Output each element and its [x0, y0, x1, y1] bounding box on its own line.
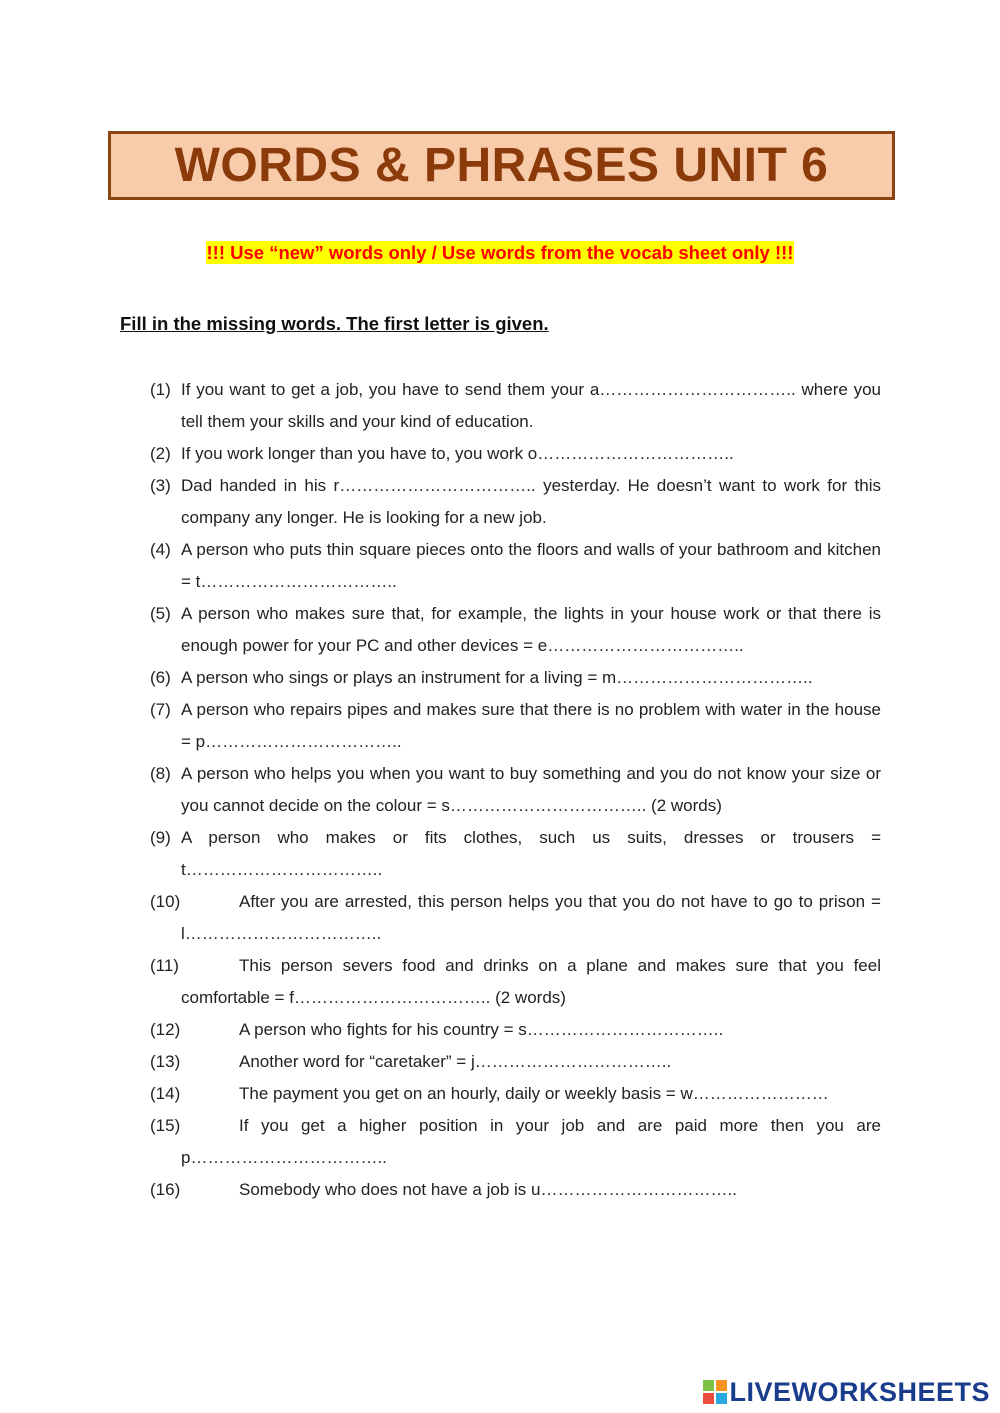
- question-text: Somebody who does not have a job is u……………………………..: [239, 1180, 737, 1199]
- question-item: [150, 886, 881, 950]
- question-number: (2): [150, 444, 171, 463]
- question-item: [150, 950, 881, 1014]
- warning-banner: [0, 242, 1000, 264]
- question-number: (5): [150, 604, 171, 623]
- question-text: The payment you get on an hourly, daily or weekly basis = w……………………: [239, 1084, 829, 1103]
- question-text: After you are arrested, this person helps you that you do not have to go to prison = l……………………………..: [181, 892, 881, 943]
- question-item: [150, 1046, 881, 1078]
- question-number: (15): [150, 1116, 181, 1135]
- question-text: A person who helps you when you want to buy something and you do not know your size or you cannot decide on the colour = s…………………………….. (2 words): [181, 764, 881, 815]
- logo-square-blue: [716, 1393, 727, 1404]
- logo-square-orange: [716, 1380, 727, 1391]
- question-number: (4): [150, 540, 171, 559]
- logo-text: LIVEWORKSHEETS: [729, 1376, 990, 1407]
- question-number: (6): [150, 668, 171, 687]
- logo-square-green: [703, 1380, 714, 1391]
- question-item: [150, 1110, 881, 1174]
- question-number: (13): [150, 1052, 181, 1071]
- question-text: A person who repairs pipes and makes sure that there is no problem with water in the house = p……………………………..: [181, 700, 881, 751]
- question-text: Another word for “caretaker” = j……………………………..: [239, 1052, 672, 1071]
- liveworksheets-logo-icon: [703, 1380, 727, 1404]
- question-text: If you get a higher position in your job and are paid more then you are p……………………………..: [181, 1116, 881, 1167]
- question-number: (12): [150, 1020, 181, 1039]
- question-text: If you work longer than you have to, you work o……………………………..: [181, 444, 734, 463]
- question-text: This person severs food and drinks on a plane and makes sure that you feel comfortable = f…………………………….. (2 words): [181, 956, 881, 1007]
- question-number: (10): [150, 892, 181, 911]
- question-item: [150, 534, 881, 598]
- question-text: Dad handed in his r…………………………….. yesterday. He doesn’t want to work for this company any longer. He is looking for a new job.: [181, 476, 881, 527]
- question-number: (7): [150, 700, 171, 719]
- question-text: A person who makes or fits clothes, such us suits, dresses or trousers = t……………………………..: [181, 828, 881, 879]
- question-item: [150, 470, 881, 534]
- logo-square-red: [703, 1393, 714, 1404]
- question-item: [150, 758, 881, 822]
- question-item: [150, 438, 881, 470]
- question-item: [150, 1174, 881, 1206]
- page-title: WORDS & PHRASES UNIT 6: [174, 139, 829, 192]
- question-text: If you want to get a job, you have to send them your a…………………………….. where you tell them your skills and your kind of education.: [181, 380, 881, 431]
- question-text: A person who fights for his country = s……………………………..: [239, 1020, 724, 1039]
- question-item: [150, 1014, 881, 1046]
- question-text: A person who makes sure that, for example, the lights in your house work or that there is enough power for your PC and other devices = e……………………………..: [181, 604, 881, 655]
- question-number: (3): [150, 476, 171, 495]
- liveworksheets-logo[interactable]: [703, 1376, 990, 1408]
- question-item: [150, 694, 881, 758]
- question-item: [150, 662, 881, 694]
- question-list: [150, 374, 881, 1206]
- question-text: A person who sings or plays an instrument for a living = m……………………………..: [181, 668, 813, 687]
- question-number: (14): [150, 1084, 181, 1103]
- question-item: [150, 374, 881, 438]
- question-item: [150, 1078, 881, 1110]
- question-item: [150, 822, 881, 886]
- question-number: (16): [150, 1180, 181, 1199]
- instructions-heading: Fill in the missing words. The first letter is given.: [120, 313, 549, 334]
- title-box: [108, 131, 895, 200]
- question-number: (1): [150, 380, 171, 399]
- warning-text: !!! Use “new” words only / Use words from the vocab sheet only !!!: [206, 242, 794, 263]
- question-item: [150, 598, 881, 662]
- question-text: A person who puts thin square pieces onto the floors and walls of your bathroom and kitchen = t……………………………..: [181, 540, 881, 591]
- question-number: (11): [150, 956, 179, 975]
- question-number: (8): [150, 764, 171, 783]
- question-number: (9): [150, 828, 171, 847]
